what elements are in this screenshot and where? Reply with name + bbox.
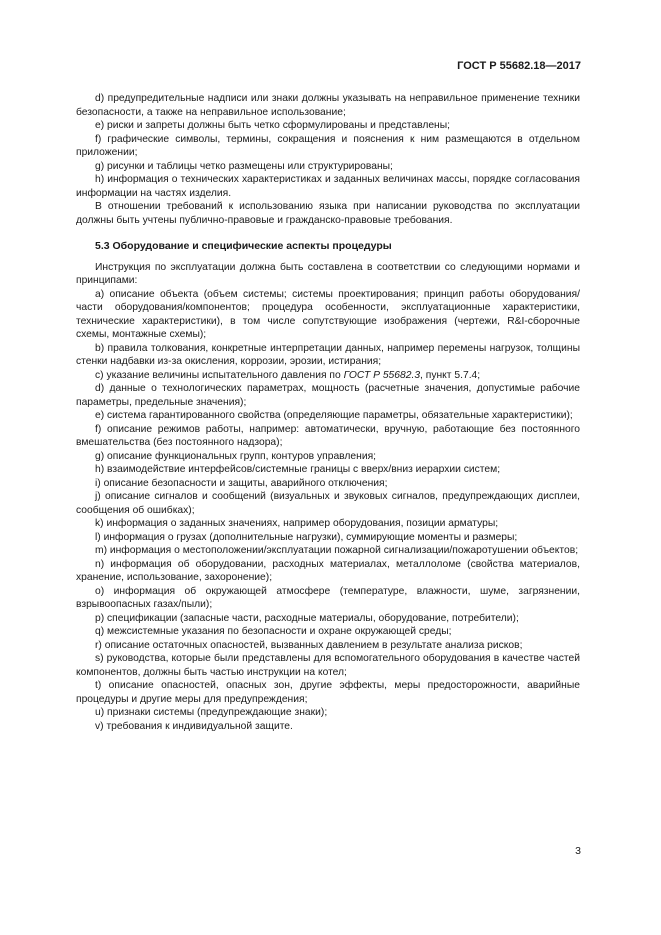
list-item-p: p) спецификации (запасные части, расходные материалы, оборудование, потребители); bbox=[95, 612, 519, 624]
list-item-u: u) признаки системы (предупреждающие знаки); bbox=[95, 707, 328, 718]
list-item-e: e) система гарантированного свойства (определяющие параметры, обязательные характеристики); bbox=[95, 410, 573, 421]
list-item-d: d) данные о технологических параметрах, мощность (расчетные значения, допустимые рабочие параметры, предельные значения); bbox=[76, 383, 580, 408]
list-item-top-g: g) рисунки и таблицы четко размещены или структурированы; bbox=[95, 160, 393, 172]
list-item-n: n) информация об оборудовании, расходных материалах, металлоломе (свойства материалов, хранение, использование, захоронение); bbox=[76, 558, 580, 583]
list-item-o: o) информация об окружающей атмосфере (температуре, влажности, шуме, загрязнении, взрывоопасных газах/пыли); bbox=[76, 585, 580, 610]
list-item-top-d: d) предупредительные надписи или знаки должны указывать на неправильное применение техники безопасности, а также на неправильное использование; bbox=[76, 93, 580, 118]
document-body bbox=[76, 92, 580, 733]
list-item-l: l) информация о грузах (дополнительные нагрузки), суммирующие моменты и размеры; bbox=[95, 531, 518, 543]
list-item-top-h: h) информация о технических характеристиках и заданных величинах массы, порядке согласования информации на частях изделия. bbox=[76, 174, 580, 199]
list-item-h: h) взаимодействие интерфейсов/системные границы с вверх/вниз иерархии систем; bbox=[95, 464, 501, 475]
list-item-c-suffix: , пункт 5.7.4; bbox=[420, 369, 481, 381]
list-item-top-f: f) графические символы, термины, сокращения и пояснения к ним размещаются в отдельном приложении; bbox=[76, 133, 580, 158]
list-item-g: g) описание функциональных групп, контуров управления; bbox=[95, 450, 377, 462]
list-item-r: r) описание остаточных опасностей, вызванных давлением в результате анализа рисков; bbox=[95, 639, 523, 651]
list-item-m: m) информация о местоположении/эксплуатации пожарной сигнализации/пожаротушении объектов; bbox=[95, 545, 579, 556]
list-item-i: i) описание безопасности и защиты, аварийного отключения; bbox=[95, 477, 388, 489]
list-item-top-e: e) риски и запреты должны быть четко сформулированы и представлены; bbox=[95, 120, 451, 131]
document-code: ГОСТ Р 55682.18—2017 bbox=[457, 60, 581, 72]
list-item-k: k) информация о заданных значениях, например оборудования, позиции арматуры; bbox=[95, 518, 499, 529]
list-item-j: j) описание сигналов и сообщений (визуальных и звуковых сигналов, предупреждающих дисплеи, сообщения об ошибках); bbox=[76, 491, 580, 516]
list-item-v: v) требования к индивидуальной защите. bbox=[95, 720, 293, 732]
list-item-f: f) описание режимов работы, например: автоматически, вручную, работающие без постоянного вмешательства (без постоянного надзора); bbox=[76, 423, 580, 448]
list-item-t: t) описание опасностей, опасных зон, другие эффекты, меры предосторожности, аварийные процедуры и другие меры для предупреждения; bbox=[76, 680, 580, 705]
list-item-a: a) описание объекта (объем системы; системы проектирования; принцип работы оборудования/части оборудования/компонентов; процедура особенности, эксплуатационные характеристики, технические характеристики), в том числе сопутствующие изображения (чертежи, R&I-сборочные схемы, монтажные схемы); bbox=[76, 288, 580, 340]
list-item-c-prefix: c) указание величины испытательного давления по bbox=[95, 369, 344, 381]
page-number: 3 bbox=[575, 845, 581, 857]
language-paragraph: В отношении требований к использованию языка при написании руководства по эксплуатации должны быть учтены публично-правовые и гражданско-правовые требования. bbox=[76, 201, 580, 226]
standard-reference: ГОСТ Р 55682.3 bbox=[343, 369, 421, 381]
section-title: 5.3 Оборудование и специфические аспекты процедуры bbox=[95, 240, 392, 252]
list-item-s: s) руководства, которые были представлены для вспомогательного оборудования в качестве частей компонентов, должны быть частью инструкции на котел; bbox=[76, 653, 580, 678]
list-item-q: q) межсистемные указания по безопасности и охране окружающей среды; bbox=[95, 626, 452, 637]
list-item-c bbox=[76, 369, 580, 383]
list-item-b: b) правила толкования, конкретные интерпретации данных, например перемены нагрузок, толщины стенки надбавки из-за окисления, коррозии, эрозии, истирания; bbox=[76, 342, 580, 367]
intro-paragraph: Инструкция по эксплуатации должна быть составлена в соответствии со следующими нормами и принципами: bbox=[76, 261, 580, 286]
